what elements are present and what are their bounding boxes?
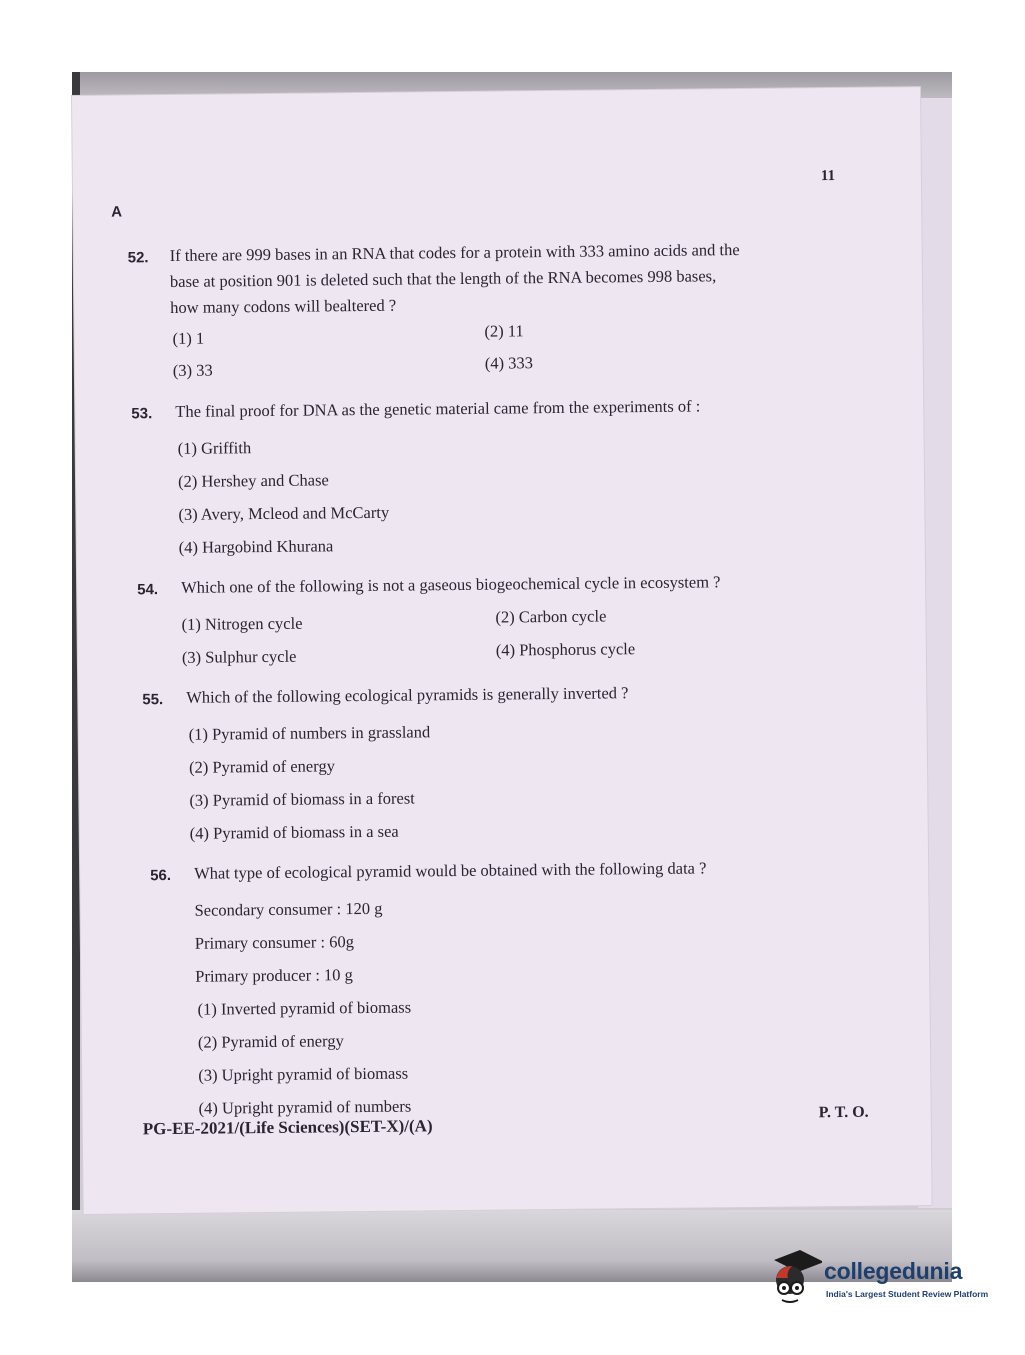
logo-tagline: India's Largest Student Review Platform [826, 1289, 989, 1299]
paper-code: PG-EE-2021/(Life Sciences)(SET-X)/(A) [142, 1116, 433, 1139]
option: (1) Pyramid of numbers in grassland [188, 722, 431, 744]
option: (3) Sulphur cycle [181, 646, 297, 667]
logo-wordmark: collegedunia [824, 1258, 963, 1284]
data-line: Secondary consumer : 120 g [194, 898, 383, 920]
question-number: 54. [137, 581, 159, 599]
question-55-text [186, 680, 628, 711]
option: (4) Pyramid of biomass in a sea [189, 821, 399, 843]
option: (2) Hershey and Chase [177, 470, 329, 491]
option: (2) Pyramid of energy [197, 1031, 344, 1052]
option: (1) Nitrogen cycle [181, 613, 303, 634]
question-number: 53. [131, 405, 153, 423]
option: (2) 11 [484, 321, 524, 341]
question-54-text [181, 569, 721, 601]
option: (3) Pyramid of biomass in a forest [189, 788, 415, 810]
option: (4) Hargobind Khurana [178, 536, 334, 557]
option: (4) Phosphorus cycle [495, 639, 636, 660]
data-line: Primary producer : 10 g [195, 965, 353, 986]
question-number: 56. [150, 867, 172, 885]
set-letter: A [111, 203, 123, 221]
question-line: base at position 901 is deleted such that the length of the RNA becomes 998 bases, [169, 266, 717, 291]
exam-sheet [72, 87, 932, 1214]
question-52-text [170, 237, 741, 321]
option: (4) Upright pyramid of numbers [198, 1096, 412, 1118]
question-number: 52. [127, 249, 149, 267]
option: (1) 1 [172, 328, 205, 348]
question-line: Which one of the following is not a gaseous biogeochemical cycle in ecosystem ? [181, 572, 721, 597]
option: (3) 33 [172, 360, 213, 380]
option: (3) Avery, Mcleod and McCarty [178, 502, 390, 524]
option: (3) Upright pyramid of biomass [198, 1063, 409, 1085]
pto-label: P. T. O. [818, 1103, 869, 1122]
collegedunia-logo [766, 1248, 998, 1310]
question-line: What type of ecological pyramid would be obtained with the following data ? [194, 858, 707, 883]
question-number: 55. [142, 691, 164, 709]
question-56-text [194, 855, 707, 886]
page-number: 11 [820, 168, 836, 185]
data-line: Primary consumer : 60g [194, 932, 354, 953]
option: (2) Pyramid of energy [188, 756, 336, 777]
option: (2) Carbon cycle [495, 606, 607, 627]
option: (1) Griffith [177, 438, 252, 458]
question-line: how many codons will bealtered ? [170, 295, 397, 317]
question-line: Which of the following ecological pyramids is generally inverted ? [186, 683, 629, 707]
question-line: If there are 999 bases in an RNA that codes for a protein with 333 amino acids and the [169, 240, 740, 265]
option: (4) 333 [484, 353, 534, 373]
mascot-icon [766, 1248, 822, 1310]
question-line: The final proof for DNA as the genetic material came from the experiments of : [175, 396, 701, 421]
option: (1) Inverted pyramid of biomass [197, 997, 412, 1019]
question-53-text [175, 393, 700, 424]
